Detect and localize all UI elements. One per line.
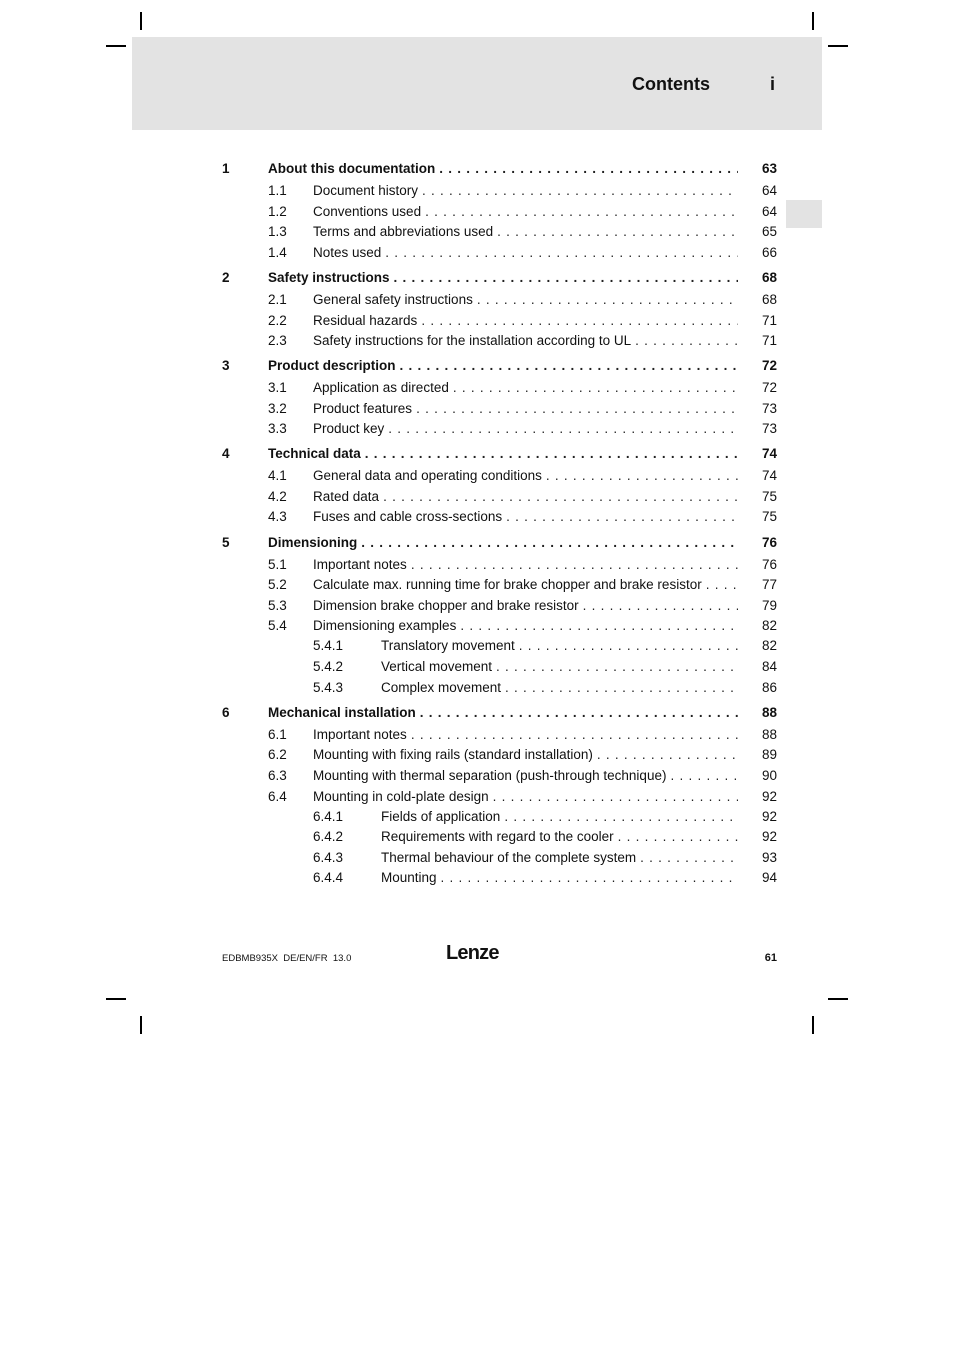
toc-entry-page: 76	[761, 557, 777, 572]
toc-entry-title: Mounting with fixing rails (standard installation)	[313, 747, 593, 762]
toc-entry-number: 5.1	[268, 557, 287, 572]
toc-entry-title: Fuses and cable cross-sections	[313, 509, 503, 524]
toc-dot-leader	[383, 487, 738, 507]
toc-entry-title-wrap	[381, 868, 738, 888]
toc-entry[interactable]	[0, 243, 954, 263]
toc-entry-title-wrap	[313, 290, 738, 310]
toc-entry-number: 5.4	[268, 618, 287, 633]
toc-entry[interactable]	[0, 378, 954, 398]
toc-entry-page: 76	[761, 535, 777, 550]
toc-entry-title-wrap	[268, 268, 738, 288]
toc-entry-number: 4	[222, 446, 230, 461]
toc-entry-title: Dimension brake chopper and brake resistor	[313, 598, 579, 613]
toc-entry-title: Safety instructions	[268, 270, 390, 285]
toc-entry-title-wrap	[381, 807, 738, 827]
toc-dot-leader	[361, 533, 738, 553]
toc-entry-page: 93	[761, 850, 777, 865]
toc-entry-number: 5	[222, 535, 230, 550]
toc-entry[interactable]	[0, 787, 954, 807]
toc-entry-number: 6	[222, 705, 230, 720]
document-id: EDBMB935X DE/EN/FR 13.0	[222, 953, 352, 964]
toc-entry-title: Requirements with regard to the cooler	[381, 829, 614, 844]
crop-mark-bottom-left-vertical	[140, 1016, 142, 1034]
toc-entry-title: Residual hazards	[313, 313, 418, 328]
toc-entry-title-wrap	[268, 356, 738, 376]
toc-entry-title: Document history	[313, 183, 419, 198]
crop-mark-bottom-right-horizontal	[828, 998, 848, 1000]
toc-dot-leader	[506, 507, 738, 527]
toc-entry-page: 79	[761, 598, 777, 613]
toc-entry-page: 72	[761, 358, 777, 373]
toc-entry-page: 90	[761, 768, 777, 783]
toc-entry[interactable]	[0, 268, 954, 288]
toc-dot-leader	[519, 636, 738, 656]
toc-dot-leader	[453, 378, 738, 398]
toc-entry-page: 68	[761, 292, 777, 307]
toc-entry-number: 6.3	[268, 768, 287, 783]
toc-entry-number: 4.3	[268, 509, 287, 524]
toc-dot-leader	[394, 268, 738, 288]
toc-entry-title-wrap	[313, 222, 738, 242]
toc-entry[interactable]	[0, 290, 954, 310]
toc-dot-leader	[670, 766, 738, 786]
toc-entry-page: 92	[761, 809, 777, 824]
toc-entry-title: Product features	[313, 401, 413, 416]
toc-entry-page: 74	[761, 468, 777, 483]
toc-entry-title-wrap	[381, 657, 738, 677]
toc-dot-leader	[411, 555, 738, 575]
toc-entry-page: 73	[761, 401, 777, 416]
toc-entry[interactable]	[0, 419, 954, 439]
toc-entry-title: Dimensioning	[268, 535, 358, 550]
toc-entry-number: 6.4.3	[313, 850, 344, 865]
toc-entry-title-wrap	[313, 378, 738, 398]
toc-entry[interactable]	[0, 444, 954, 464]
toc-entry-title: Translatory movement	[381, 638, 515, 653]
lenze-logo: Lenze	[446, 942, 499, 964]
toc-dot-leader	[460, 616, 738, 636]
toc-entry-title-wrap	[381, 636, 738, 656]
toc-entry-title: Important notes	[313, 727, 407, 742]
toc-entry-title-wrap	[313, 466, 738, 486]
toc-entry-title-wrap	[313, 399, 738, 419]
toc-entry-page: 89	[761, 747, 777, 762]
toc-dot-leader	[546, 466, 738, 486]
toc-entry-page: 63	[761, 161, 777, 176]
toc-entry-title-wrap	[313, 596, 738, 616]
toc-entry-page: 65	[761, 224, 777, 239]
toc-entry[interactable]	[0, 725, 954, 745]
toc-entry[interactable]	[0, 159, 954, 179]
toc-entry-title-wrap	[313, 766, 738, 786]
toc-entry-number: 5.2	[268, 577, 287, 592]
toc-entry-page: 82	[761, 638, 777, 653]
toc-entry-title: Safety instructions for the installation according to UL	[313, 333, 632, 348]
toc-dot-leader	[425, 202, 738, 222]
toc-entry-page: 64	[761, 204, 777, 219]
crop-mark-top-right-vertical	[812, 12, 814, 30]
toc-entry-number: 1	[222, 161, 230, 176]
toc-entry-page: 73	[761, 421, 777, 436]
toc-entry-title-wrap	[313, 745, 738, 765]
toc-dot-leader	[635, 331, 738, 351]
toc-entry-number: 6.2	[268, 747, 287, 762]
toc-entry-title: Application as directed	[313, 380, 449, 395]
crop-mark-bottom-right-vertical	[812, 1016, 814, 1034]
toc-entry-title: Mounting	[381, 870, 437, 885]
toc-entry-title-wrap	[313, 202, 738, 222]
toc-entry[interactable]	[0, 181, 954, 201]
toc-entry-title: Notes used	[313, 245, 382, 260]
toc-entry-title-wrap	[313, 787, 738, 807]
toc-entry-number: 2.1	[268, 292, 287, 307]
toc-entry-title-wrap	[313, 616, 738, 636]
toc-entry-page: 77	[761, 577, 777, 592]
toc-entry[interactable]	[0, 868, 954, 888]
toc-entry-number: 5.4.1	[313, 638, 344, 653]
toc-entry-page: 94	[761, 870, 777, 885]
toc-entry[interactable]	[0, 703, 954, 723]
toc-entry[interactable]	[0, 356, 954, 376]
toc-entry-number: 2.3	[268, 333, 287, 348]
toc-dot-leader	[497, 222, 738, 242]
toc-entry-title: About this documentation	[268, 161, 436, 176]
toc-entry-number: 6.1	[268, 727, 287, 742]
toc-entry-title-wrap	[313, 243, 738, 263]
chapter-mark: i	[770, 74, 776, 94]
toc-dot-leader	[388, 419, 738, 439]
toc-entry-title-wrap	[313, 181, 738, 201]
toc-entry-title: Important notes	[313, 557, 407, 572]
page-title: Contents	[632, 74, 710, 94]
toc-entry[interactable]	[0, 487, 954, 507]
toc-dot-leader	[411, 725, 738, 745]
toc-entry-page: 88	[761, 705, 777, 720]
toc-entry-page: 82	[761, 618, 777, 633]
toc-entry-number: 5.4.3	[313, 680, 344, 695]
toc-entry-title: Complex movement	[381, 680, 502, 695]
toc-dot-leader	[400, 356, 738, 376]
toc-entry-number: 6.4.2	[313, 829, 344, 844]
toc-entry-page: 75	[761, 509, 777, 524]
toc-entry[interactable]	[0, 311, 954, 331]
toc-dot-leader	[496, 657, 738, 677]
toc-dot-leader	[618, 827, 738, 847]
toc-entry-page: 66	[761, 245, 777, 260]
toc-dot-leader	[493, 787, 738, 807]
toc-dot-leader	[597, 745, 738, 765]
toc-entry-title-wrap	[381, 678, 738, 698]
toc-entry-title-wrap	[313, 725, 738, 745]
toc-entry[interactable]	[0, 745, 954, 765]
toc-entry-number: 3	[222, 358, 230, 373]
toc-entry-number: 5.4.2	[313, 659, 344, 674]
toc-entry-title: General data and operating conditions	[313, 468, 542, 483]
toc-entry[interactable]	[0, 827, 954, 847]
toc-dot-leader	[477, 290, 738, 310]
toc-dot-leader	[439, 159, 738, 179]
toc-dot-leader	[640, 848, 738, 868]
toc-entry-number: 3.2	[268, 401, 287, 416]
toc-entry[interactable]	[0, 507, 954, 527]
toc-entry-title-wrap	[268, 703, 738, 723]
toc-entry[interactable]	[0, 616, 954, 636]
toc-entry-number: 6.4.4	[313, 870, 344, 885]
toc-entry-title: Calculate max. running time for brake chopper and brake resistor	[313, 577, 702, 592]
header-band	[132, 37, 822, 130]
toc-entry-number: 1.2	[268, 204, 287, 219]
toc-entry-number: 6.4	[268, 789, 287, 804]
toc-entry-page: 64	[761, 183, 777, 198]
toc-entry-page: 74	[761, 446, 777, 461]
toc-entry-title: Vertical movement	[381, 659, 493, 674]
toc-entry-number: 5.3	[268, 598, 287, 613]
toc-entry-title-wrap	[381, 848, 738, 868]
toc-entry-number: 2.2	[268, 313, 287, 328]
toc-entry[interactable]	[0, 766, 954, 786]
toc-entry[interactable]	[0, 848, 954, 868]
toc-entry-title: Mechanical installation	[268, 705, 416, 720]
toc-entry-title: Product description	[268, 358, 396, 373]
toc-entry-title: Fields of application	[381, 809, 501, 824]
toc-entry-number: 3.3	[268, 421, 287, 436]
toc-entry[interactable]	[0, 555, 954, 575]
toc-entry[interactable]	[0, 678, 954, 698]
toc-dot-leader	[583, 596, 738, 616]
toc-entry[interactable]	[0, 222, 954, 242]
crop-mark-top-left-horizontal	[106, 45, 126, 47]
crop-mark-bottom-left-horizontal	[106, 998, 126, 1000]
toc-entry-number: 6.4.1	[313, 809, 344, 824]
toc-dot-leader	[421, 311, 738, 331]
toc-entry-page: 84	[761, 659, 777, 674]
toc-entry[interactable]	[0, 533, 954, 553]
toc-entry[interactable]	[0, 636, 954, 656]
toc-entry[interactable]	[0, 466, 954, 486]
toc-entry-title: Technical data	[268, 446, 361, 461]
toc-dot-leader	[504, 807, 738, 827]
toc-entry-number: 1.3	[268, 224, 287, 239]
toc-entry-title-wrap	[313, 331, 738, 351]
toc-entry-title: Rated data	[313, 489, 380, 504]
toc-entry-number: 3.1	[268, 380, 287, 395]
toc-entry-title: General safety instructions	[313, 292, 473, 307]
toc-entry-page: 72	[761, 380, 777, 395]
toc-entry-title-wrap	[268, 159, 738, 179]
crop-mark-top-left-vertical	[140, 12, 142, 30]
toc-entry-title: Thermal behaviour of the complete system	[381, 850, 637, 865]
toc-entry-number: 4.1	[268, 468, 287, 483]
toc-entry-page: 71	[761, 313, 777, 328]
toc-entry-page: 68	[761, 270, 777, 285]
toc-entry-page: 71	[761, 333, 777, 348]
toc-entry-title: Terms and abbreviations used	[313, 224, 494, 239]
toc-entry-page: 86	[761, 680, 777, 695]
toc-entry-title-wrap	[313, 419, 738, 439]
toc-dot-leader	[505, 678, 738, 698]
toc-entry-title: Dimensioning examples	[313, 618, 457, 633]
toc-entry-title-wrap	[313, 487, 738, 507]
toc-dot-leader	[422, 181, 738, 201]
toc-entry-title: Conventions used	[313, 204, 422, 219]
toc-entry-page: 92	[761, 789, 777, 804]
crop-mark-top-right-horizontal	[828, 45, 848, 47]
toc-dot-leader	[416, 399, 738, 419]
toc-entry[interactable]	[0, 596, 954, 616]
toc-entry[interactable]	[0, 399, 954, 419]
toc-entry-title: Mounting with thermal separation (push-through technique)	[313, 768, 667, 783]
toc-entry[interactable]	[0, 202, 954, 222]
toc-entry-page: 92	[761, 829, 777, 844]
page-number: 61	[764, 952, 777, 964]
toc-entry-title: Mounting in cold-plate design	[313, 789, 489, 804]
toc-entry-page: 88	[761, 727, 777, 742]
toc-entry-number: 1.1	[268, 183, 287, 198]
toc-entry-title-wrap	[381, 827, 738, 847]
toc-entry-number: 1.4	[268, 245, 287, 260]
toc-entry-title-wrap	[313, 311, 738, 331]
toc-entry[interactable]	[0, 657, 954, 677]
toc-dot-leader	[441, 868, 738, 888]
toc-entry-number: 2	[222, 270, 230, 285]
toc-entry-number: 4.2	[268, 489, 287, 504]
toc-entry-title-wrap	[313, 555, 738, 575]
toc-entry-page: 75	[761, 489, 777, 504]
toc-entry-title-wrap	[313, 575, 738, 595]
toc-dot-leader	[420, 703, 738, 723]
toc-entry-title-wrap	[268, 533, 738, 553]
toc-entry[interactable]	[0, 331, 954, 351]
toc-entry-title-wrap	[313, 507, 738, 527]
toc-entry[interactable]	[0, 807, 954, 827]
toc-dot-leader	[385, 243, 738, 263]
toc-entry[interactable]	[0, 575, 954, 595]
toc-dot-leader	[706, 575, 738, 595]
toc-dot-leader	[365, 444, 738, 464]
toc-entry-title: Product key	[313, 421, 385, 436]
toc-entry-title-wrap	[268, 444, 738, 464]
